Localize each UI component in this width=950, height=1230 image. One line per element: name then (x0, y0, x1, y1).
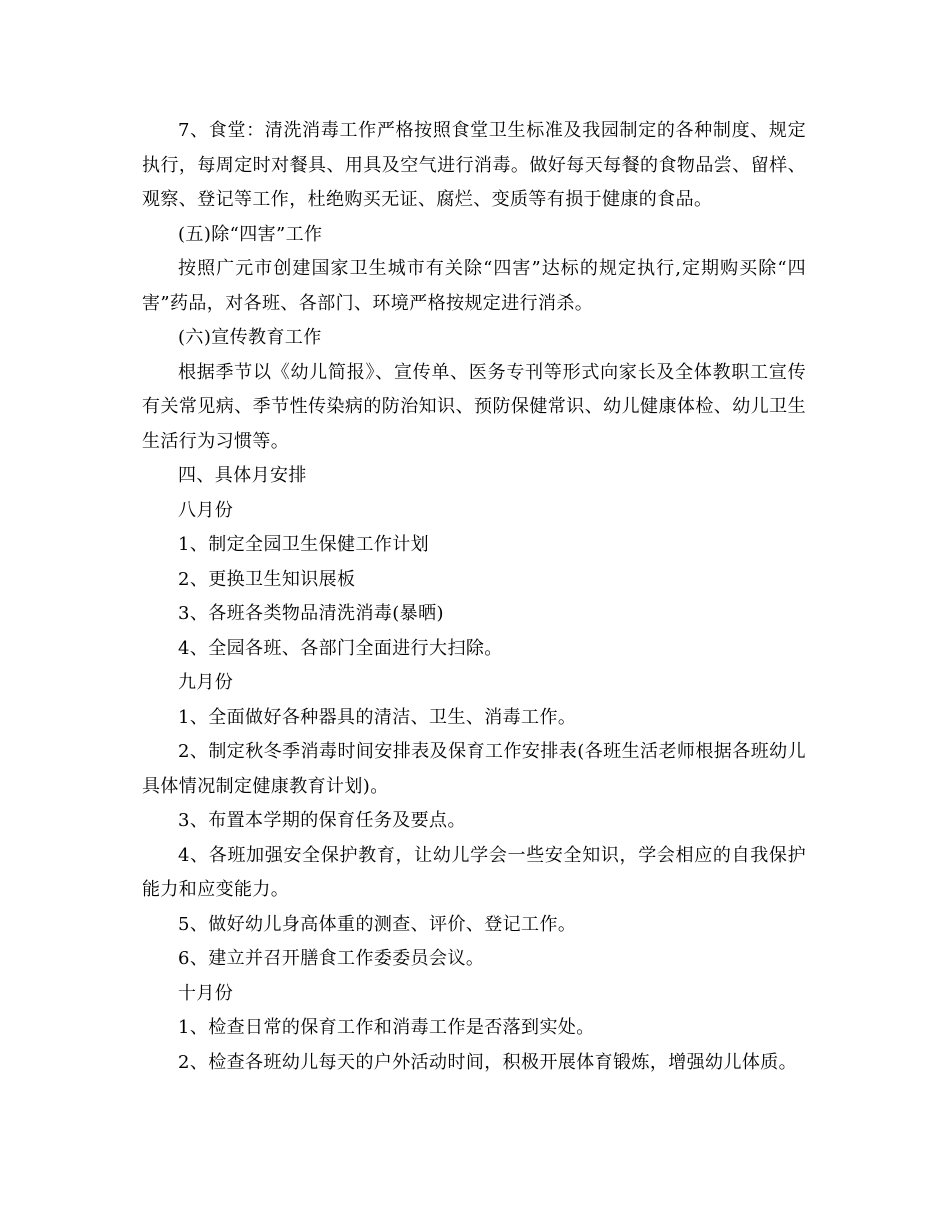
paragraph-pest-control: 按照广元市创建国家卫生城市有关除“四害”达标的规定执行,定期购买除“四害”药品，对各班、各部门、环境严格按规定进行消杀。 (142, 258, 806, 314)
list-item: 1、制定全园卫生保健工作计划 (178, 534, 430, 555)
heading-monthly-schedule: 四、具体月安排 (178, 465, 307, 486)
heading-august: 八月份 (178, 499, 234, 521)
list-item: 4、各班加强安全保护教育，让幼儿学会一些安全知识，学会相应的自我保护能力和应变能力。 (142, 844, 806, 900)
list-item: 3、各班各类物品清洗消毒(暴晒) (178, 603, 444, 624)
paragraph-canteen: 7、食堂：清洗消毒工作严格按照食堂卫生标准及我园制定的各种制度、规定执行，每周定时对餐具、用具及空气进行消毒。做好每天每餐的食物品尝、留样、观察、登记等工作，杜绝购买无证、腐烂、变质等有损于健康的食品。 (142, 120, 806, 210)
heading-pest-control: (五)除“四害”工作 (178, 223, 323, 245)
list-item: 2、更换卫生知识展板 (178, 568, 356, 590)
heading-publicity-education: (六)宣传教育工作 (178, 327, 322, 348)
list-item: 2、制定秋冬季消毒时间安排表及保育工作安排表(各班生活老师根据各班幼儿具体情况制定健康教育计划)。 (142, 741, 806, 797)
list-item: 6、建立并召开膳食工作委委员会议。 (178, 948, 485, 969)
heading-september: 九月份 (178, 672, 234, 693)
document-body (142, 114, 806, 1080)
list-item: 5、做好幼儿身高体重的测查、评价、登记工作。 (178, 913, 577, 935)
list-item: 1、检查日常的保育工作和消毒工作是否落到实处。 (178, 1017, 595, 1038)
paragraph-publicity-education: 根据季节以《幼儿简报》、宣传单、医务专刊等形式向家长及全体教职工宣传有关常见病、季节性传染病的防治知识、预防保健常识、幼儿健康体检、幼儿卫生生活行为习惯等。 (142, 361, 806, 452)
list-item: 1、全面做好各种器具的清洁、卫生、消毒工作。 (178, 706, 577, 728)
list-item: 3、布置本学期的保育任务及要点。 (178, 810, 466, 831)
list-item: 2、检查各班幼儿每天的户外活动时间，积极开展体育锻炼，增强幼儿体质。 (178, 1051, 798, 1073)
heading-october: 十月份 (178, 982, 234, 1004)
list-item: 4、全园各班、各部门全面进行大扫除。 (178, 637, 503, 659)
